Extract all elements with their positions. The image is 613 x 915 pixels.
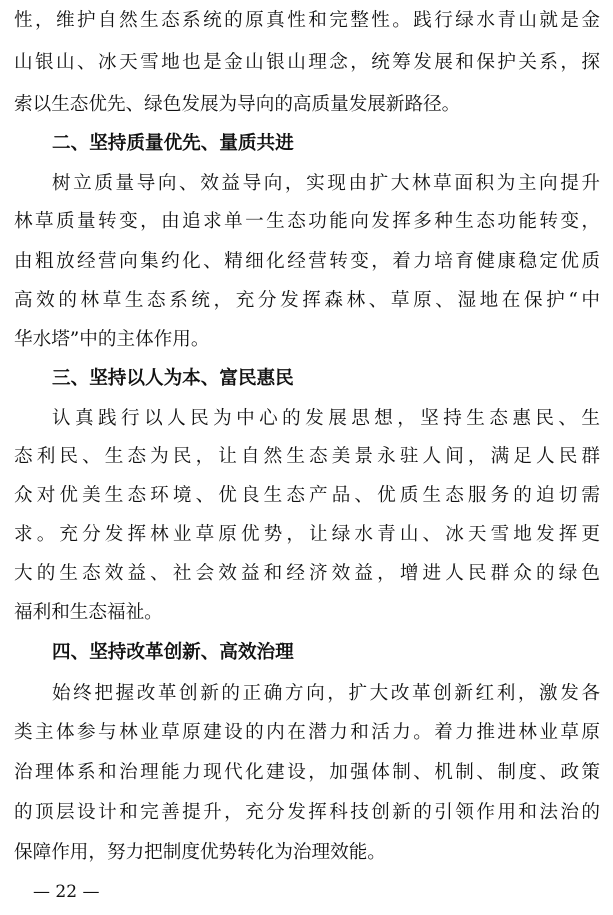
paragraph-line: 类主体参与林业草原建设的内在潜力和活力。着力推进林业草原 [14,722,600,743]
paragraph-line: 索以生态优先、绿色发展为导向的高质量发展新路径。 [14,94,461,115]
paragraph-line: 大的生态效益、社会效益和经济效益，增进人民群众的绿色 [14,563,600,584]
paragraph-line: 认真践行以人民为中心的发展思想，坚持生态惠民、生 [52,408,600,429]
paragraph-line: 众对优美生态环境、优良生态产品、优质生态服务的迫切需 [14,485,600,506]
paragraph-line: 求。充分发挥林业草原优势，让绿水青山、冰天雪地发挥更 [14,524,600,545]
paragraph-line: 治理体系和治理能力现代化建设，加强体制、机制、制度、政策 [14,762,600,783]
paragraph-line: 华水塔”中的主体作用。 [14,329,210,350]
paragraph-line: 树立质量导向、效益导向，实现由扩大林草面积为主向提升 [52,173,600,194]
section-heading: 二、坚持质量优先、量质共进 [52,133,294,154]
paragraph-line: 山银山、冰天雪地也是金山银山理念，统筹发展和保护关系，探 [14,52,600,73]
paragraph-line: 始终把握改革创新的正确方向，扩大改革创新红利，激发各 [52,683,600,704]
section-heading: 三、坚持以人为本、富民惠民 [52,368,294,389]
paragraph-line: 的顶层设计和完善提升，充分发挥科技创新的引领作用和法治的 [14,802,600,823]
paragraph-line: 性，维护自然生态系统的原真性和完整性。践行绿水青山就是金 [14,10,600,31]
paragraph-line: 林草质量转变，由追求单一生态功能向发挥多种生态功能转变， [14,211,600,232]
paragraph-line: 高效的林草生态系统，充分发挥森林、草原、湿地在保护“中 [14,290,600,311]
paragraph-line: 态利民、生态为民，让自然生态美景永驻人间，满足人民群 [14,446,600,467]
section-heading: 四、坚持改革创新、高效治理 [52,642,294,663]
paragraph-line: 由粗放经营向集约化、精细化经营转变，着力培育健康稳定优质 [14,251,600,272]
paragraph-line: 福利和生态福祉。 [14,602,163,623]
page-number: — 22 — [33,882,100,902]
paragraph-line: 保障作用，努力把制度优势转化为治理效能。 [14,842,386,863]
